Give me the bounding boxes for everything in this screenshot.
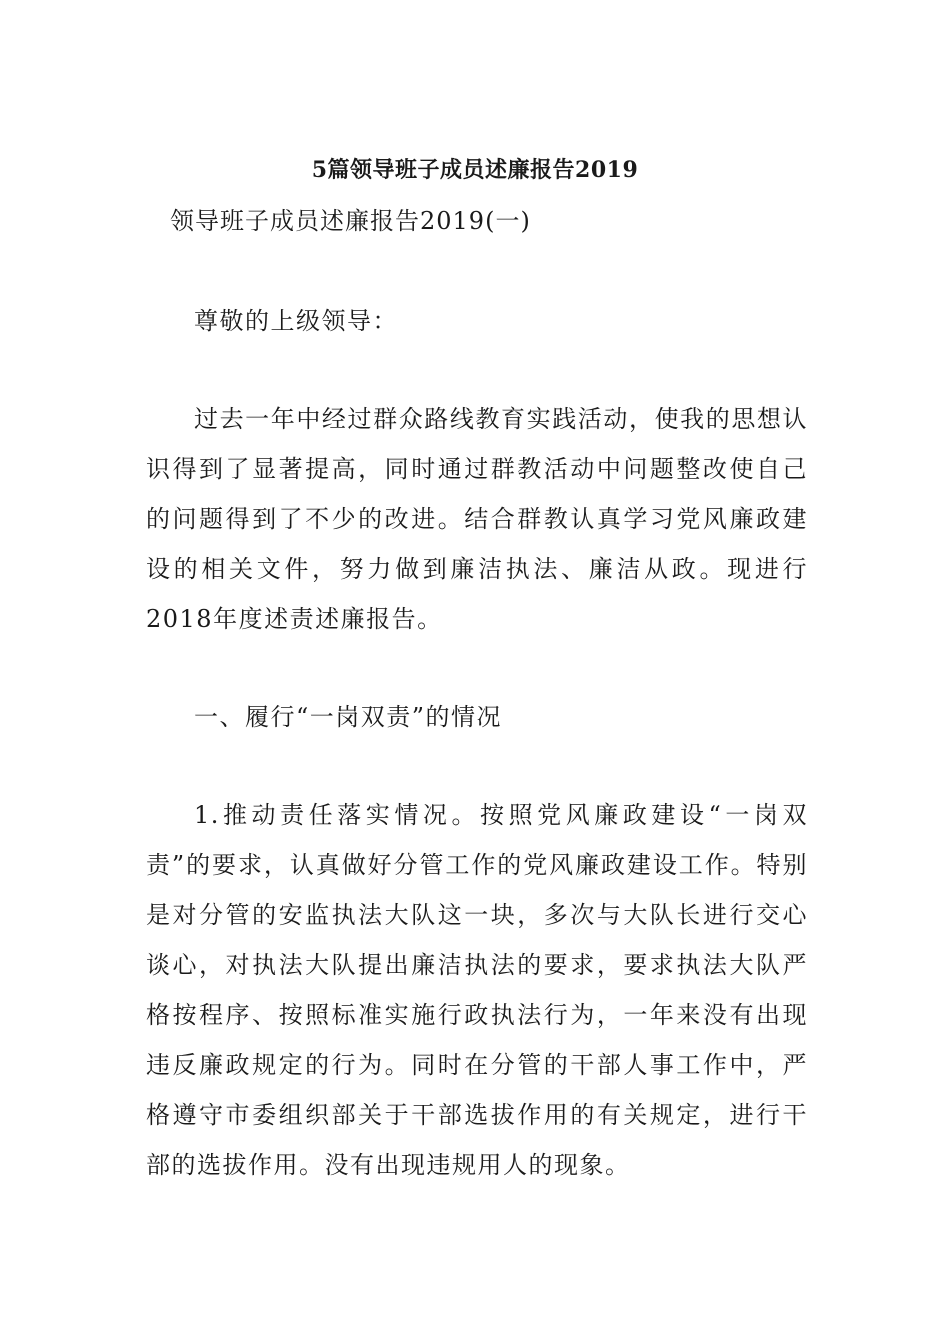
paragraph-intro: 过去一年中经过群众路线教育实践活动，使我的思想认识得到了显著提高，同时通过群教活动中问题整改使自己的问题得到了不少的改进。结合群教认真学习党风廉政建设的相关文件，努力做到廉洁执法、廉洁从政。现进行2018年度述责述廉报告。 [146,405,808,633]
greeting: 尊敬的上级领导： [194,307,398,335]
document-title: 5篇领导班子成员述廉报告2019 [311,157,639,183]
document-subtitle: 领导班子成员述廉报告2019(一) [170,207,531,235]
section-heading: 一、履行“一岗双责”的情况 [194,703,503,731]
paragraph-responsibility: 1.推动责任落实情况。按照党风廉政建设“一岗双责”的要求，认真做好分管工作的党风廉政建设工作。特别是对分管的安监执法大队这一块，多次与大队长进行交心谈心，对执法大队提出廉洁执法的要求，要求执法大队严格按程序、按照标准实施行政执法行为，一年来没有出现违反廉政规定的行为。同时在分管的干部人事工作中，严格遵守市委组织部关于干部选拔作用的有关规定，进行干部的选拔作用。没有出现违规用人的现象。 [146,801,808,1179]
